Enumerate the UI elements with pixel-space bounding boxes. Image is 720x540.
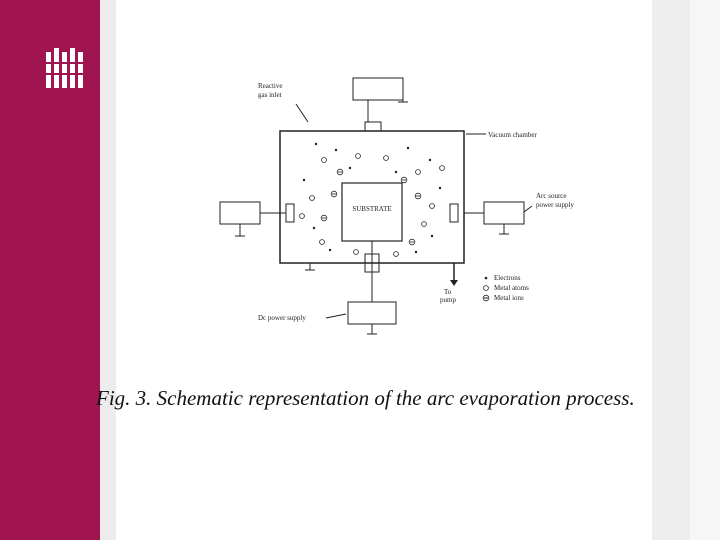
- label-reactive-gas-1: Reactive: [258, 82, 283, 90]
- logo-icon: [46, 48, 86, 88]
- legend-metal-ions: Metal ions: [494, 294, 524, 302]
- diagram-legend: [483, 274, 529, 302]
- label-pump-2: pump: [440, 296, 456, 304]
- top-power-box: [353, 78, 403, 100]
- dc-power-box: [348, 302, 396, 324]
- arc-power-box: [484, 202, 524, 224]
- right-strip-light: [690, 0, 720, 540]
- side-strip: [100, 0, 116, 540]
- label-arc-source-1: Arc source: [536, 192, 567, 200]
- legend-electrons: Electrons: [494, 274, 521, 282]
- label-pump-1: To: [444, 288, 452, 296]
- legend-metal-atoms: Metal atoms: [494, 284, 529, 292]
- substrate-label: SUBSTRATE: [352, 205, 392, 213]
- left-power-box: [220, 202, 260, 224]
- label-dc-power-supply: Dc power supply: [258, 314, 306, 322]
- figure-caption: Fig. 3. Schematic representation of the arc evaporation process.: [96, 386, 635, 410]
- arc-evaporation-diagram: [218, 76, 588, 338]
- label-arc-source-2: power supply: [536, 201, 574, 209]
- label-reactive-gas-2: gas inlet: [258, 91, 282, 99]
- label-vacuum-chamber: Vacuum chamber: [488, 131, 537, 139]
